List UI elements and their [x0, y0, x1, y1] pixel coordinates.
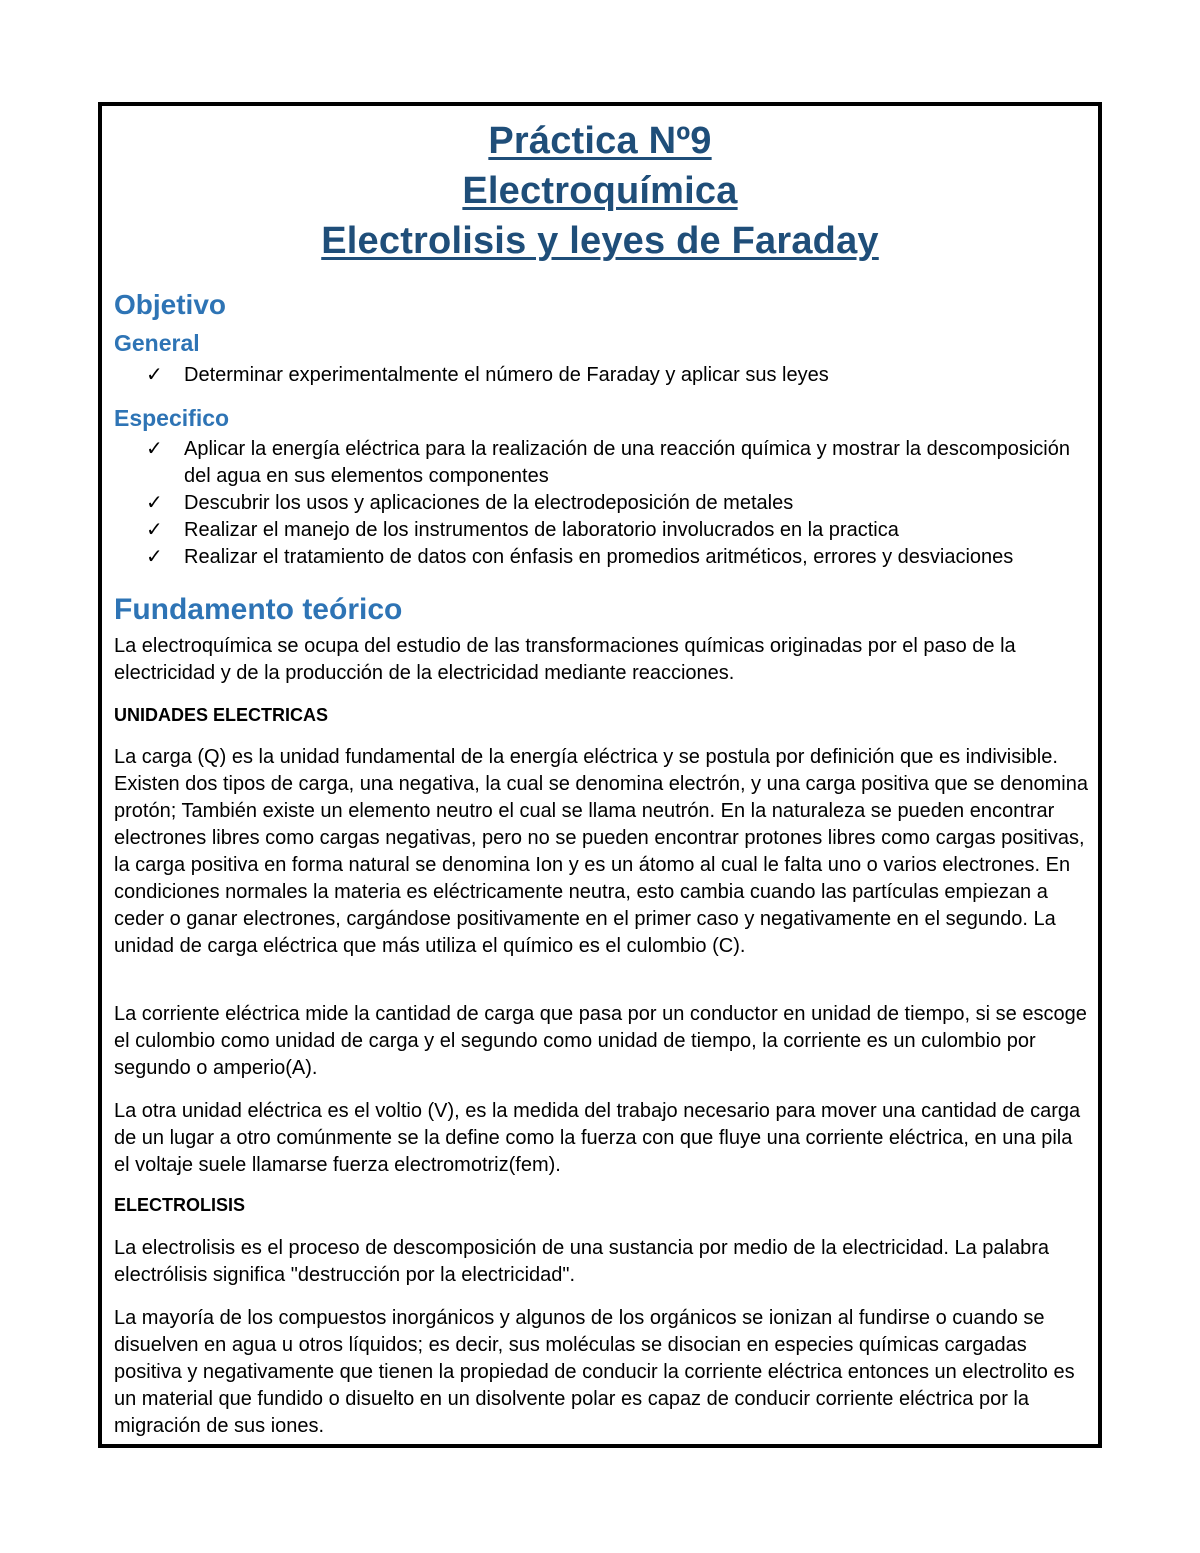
unidades-paragraph-3: La otra unidad eléctrica es el voltio (V), es la medida del trabajo necesario para mover una cantidad de carga de un lugar a otro comúnmente se la define como la fuerza con que fluye una corriente eléctrica, en una pila el voltaje suele llamarse fuerza electromotriz(fem). [114, 1100, 1081, 1176]
list-item-text: Descubrir los usos y aplicaciones de la electrodeposición de metales [184, 492, 794, 514]
list-item [124, 362, 1090, 389]
title-electrolisis: Electrolisis y leyes de Faraday [321, 220, 879, 262]
list-item-text: Realizar el tratamiento de datos con énfasis en promedios aritméticos, errores y desviaciones [184, 546, 1014, 568]
list-item [124, 436, 1090, 490]
electrolisis-heading: ELECTROLISIS [114, 1195, 246, 1215]
electrolisis-paragraph-2: La mayoría de los compuestos inorgánicos y algunos de los orgánicos se ionizan al fundirse o cuando se disuelven en agua u otros líquidos; es decir, sus moléculas se disocian en especies químicas cargadas positiva y negativamente que tienen la propiedad de conducir la corriente eléctrica entonces un electrolito es un material que fundido o disuelto en un disolvente polar es capaz de conducir corriente eléctrica por la migración de sus iones. [114, 1307, 1075, 1437]
check-icon: ✓ [146, 438, 163, 460]
especifico-list [124, 436, 1090, 571]
title-electroquimica: Electroquímica [462, 170, 738, 212]
fundamento-intro: La electroquímica se ocupa del estudio de las transformaciones químicas originadas por el paso de la electricidad y de la producción de la electricidad mediante reacciones. [114, 635, 1016, 684]
check-icon: ✓ [146, 519, 163, 541]
document-frame [98, 102, 1102, 1448]
title-block [102, 106, 1098, 266]
list-item [124, 544, 1090, 571]
check-icon: ✓ [146, 546, 163, 568]
list-item-text: Determinar experimentalmente el número de Faraday y aplicar sus leyes [184, 364, 829, 386]
objetivo-heading: Objetivo [114, 289, 227, 320]
general-list [124, 362, 1090, 389]
unidades-heading: UNIDADES ELECTRICAS [114, 705, 329, 725]
general-heading: General [114, 330, 200, 356]
check-icon: ✓ [146, 364, 163, 386]
list-item [124, 517, 1090, 544]
fundamento-heading: Fundamento teórico [114, 593, 403, 626]
especifico-heading: Especifico [114, 405, 230, 431]
list-item-text: Aplicar la energía eléctrica para la realización de una reacción química y mostrar la descomposición del agua en sus elementos componentes [184, 438, 1070, 487]
list-item [124, 490, 1090, 517]
title-practica: Práctica Nº9 [488, 120, 712, 162]
list-item-text: Realizar el manejo de los instrumentos de laboratorio involucrados en la practica [184, 519, 899, 541]
check-icon: ✓ [146, 492, 163, 514]
electrolisis-paragraph-1: La electrolisis es el proceso de descomposición de una sustancia por medio de la electricidad. La palabra electrólisis significa "destrucción por la electricidad". [114, 1237, 1049, 1286]
unidades-paragraph-1: La carga (Q) es la unidad fundamental de la energía eléctrica y se postula por definición que es indivisible. Existen dos tipos de carga, una negativa, la cual se denomina electrón, y una carga positiva que se denomina protón; También existe un elemento neutro el cual se llama neutrón. En la naturaleza se pueden encontrar electrones libres como cargas negativas, pero no se pueden encontrar protones libres como cargas positivas, la carga positiva en forma natural se denomina Ion y es un átomo al cual le falta uno o varios electrones. En condiciones normales la materia es eléctricamente neutra, esto cambia cuando las partículas empiezan a ceder o ganar electrones, cargándose positivamente en el primer caso y negativamente en el segundo. La unidad de carga eléctrica que más utiliza el químico es el culombio (C). [114, 746, 1088, 957]
unidades-paragraph-2: La corriente eléctrica mide la cantidad de carga que pasa por un conductor en unidad de tiempo, si se escoge el culombio como unidad de carga y el segundo como unidad de tiempo, la corriente es un culombio por segundo o amperio(A). [114, 1003, 1087, 1079]
